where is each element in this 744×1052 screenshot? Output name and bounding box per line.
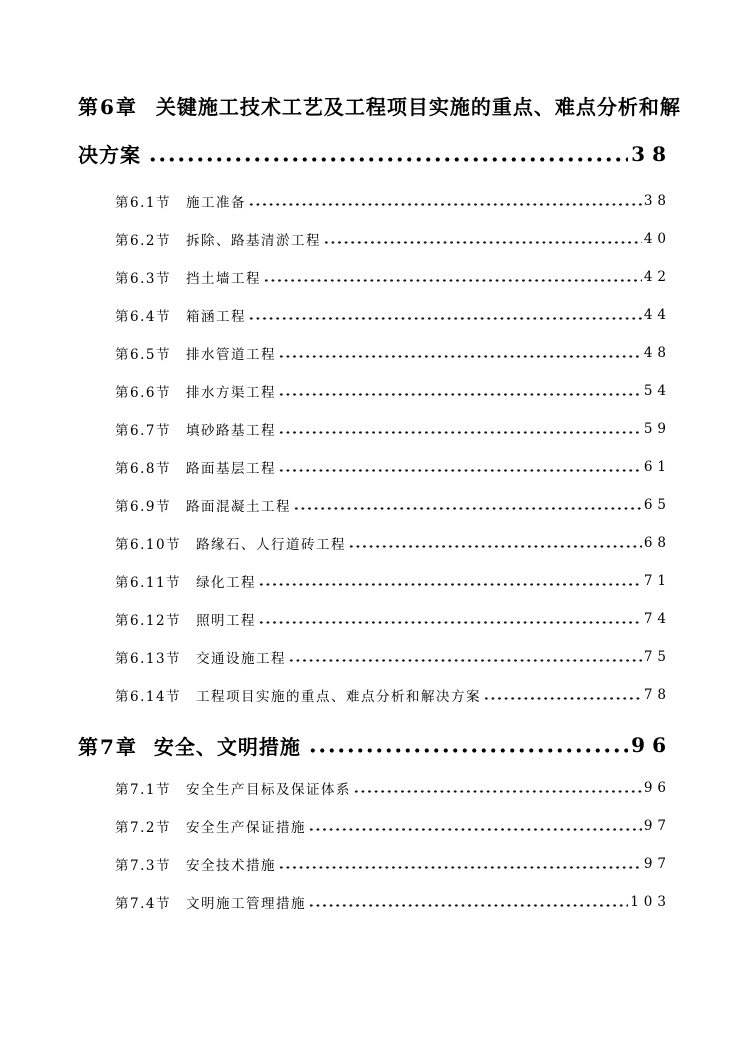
toc-entry[interactable]	[78, 676, 671, 714]
toc-entry[interactable]	[78, 845, 671, 883]
toc-entry-page: 42	[643, 269, 671, 285]
toc-entry-page: 40	[643, 231, 671, 247]
toc-entry-number: 第6.7节	[115, 423, 171, 439]
dot-leader	[148, 142, 628, 166]
toc-entry-title: 排水管道工程	[185, 347, 276, 363]
toc-entry-title: 安全生产保证措施	[185, 820, 306, 836]
toc-entry-page: 44	[643, 307, 671, 323]
toc-entry[interactable]	[78, 769, 671, 807]
toc-entry-title: 安全生产目标及保证体系	[185, 782, 351, 798]
dot-leader	[323, 231, 642, 248]
dot-leader	[293, 497, 642, 514]
chapter7-section-list	[78, 769, 671, 921]
toc-entry-title: 拆除、路基清淤工程	[185, 233, 321, 249]
toc-entry-number: 第6.1节	[115, 195, 171, 211]
dot-leader	[278, 856, 642, 873]
toc-entry-number: 第6.6节	[115, 385, 171, 401]
toc-entry-title: 施工准备	[185, 195, 246, 211]
toc-entry-page: 65	[643, 497, 671, 513]
toc-entry-title: 填砂路基工程	[185, 423, 276, 439]
toc-entry-title: 路面基层工程	[185, 461, 276, 477]
dot-leader	[483, 687, 642, 704]
toc-entry-page: 96	[643, 780, 671, 796]
toc-entry-number: 第6.5节	[115, 347, 171, 363]
toc-entry[interactable]	[78, 807, 671, 845]
toc-entry-page: 97	[643, 818, 671, 834]
toc-chapter6-heading-line1[interactable]	[78, 94, 681, 121]
toc-entry-number: 第6.2节	[115, 233, 171, 249]
toc-entry-title: 挡土墙工程	[185, 271, 261, 287]
toc-entry-number: 第7.3节	[115, 858, 171, 874]
toc-entry-title: 交通设施工程	[196, 651, 287, 667]
toc-entry[interactable]	[78, 562, 671, 600]
toc-entry-number: 第6.12节	[115, 613, 182, 629]
chapter6-section-list	[78, 182, 671, 714]
toc-entry-title: 路面混凝土工程	[185, 499, 291, 515]
toc-chapter7-heading[interactable]	[78, 721, 673, 769]
dot-leader	[278, 383, 642, 400]
toc-entry-number: 第6.14节	[115, 689, 182, 705]
toc-entry-number: 第6.3节	[115, 271, 171, 287]
toc-entry-page: 54	[643, 383, 671, 399]
toc-entry[interactable]	[78, 182, 671, 220]
chapter7-number: 第7章	[78, 734, 138, 759]
toc-entry[interactable]	[78, 220, 671, 258]
toc-entry[interactable]	[78, 296, 671, 334]
toc-entry-page: 48	[643, 345, 671, 361]
toc-entry-title: 文明施工管理措施	[185, 896, 306, 912]
dot-leader	[353, 780, 642, 797]
toc-entry-page: 68	[643, 535, 671, 551]
toc-entry-title: 路缘石、人行道砖工程	[196, 537, 347, 553]
dot-leader	[248, 307, 642, 324]
toc-entry[interactable]	[78, 883, 671, 921]
dot-leader	[288, 649, 642, 666]
dot-leader	[278, 459, 642, 476]
chapter6-title-line2: 决方案	[78, 143, 141, 167]
chapter6-page-number: 38	[631, 141, 673, 166]
toc-entry-page: 75	[643, 649, 671, 665]
toc-entry-page: 71	[643, 573, 671, 589]
table-of-contents	[78, 94, 681, 921]
dot-leader	[248, 193, 642, 210]
toc-entry-number: 第6.4节	[115, 309, 171, 325]
toc-entry-page: 61	[643, 459, 671, 475]
toc-entry-number: 第7.4节	[115, 896, 171, 912]
toc-entry-page: 97	[643, 856, 671, 872]
chapter7-title: 安全、文明措施	[153, 734, 301, 759]
toc-entry-title: 照明工程	[196, 613, 257, 629]
toc-chapter6-heading-line2[interactable]	[78, 140, 673, 167]
chapter6-number: 第6章	[78, 95, 138, 119]
toc-entry-title: 排水方渠工程	[185, 385, 276, 401]
toc-entry-number: 第7.1节	[115, 782, 171, 798]
dot-leader	[278, 421, 642, 438]
toc-entry-page: 59	[643, 421, 671, 437]
dot-leader	[278, 345, 642, 362]
dot-leader	[258, 611, 642, 628]
toc-entry-number: 第6.10节	[115, 537, 182, 553]
toc-entry[interactable]	[78, 372, 671, 410]
toc-entry-number: 第6.11节	[115, 575, 182, 591]
toc-entry[interactable]	[78, 334, 671, 372]
toc-entry-title: 绿化工程	[196, 575, 257, 591]
dot-leader	[258, 573, 642, 590]
toc-entry[interactable]	[78, 486, 671, 524]
toc-entry-page: 78	[643, 687, 671, 703]
toc-entry-number: 第7.2节	[115, 820, 171, 836]
dot-leader	[263, 269, 642, 286]
dot-leader	[308, 733, 628, 757]
toc-entry[interactable]	[78, 258, 671, 296]
toc-entry[interactable]	[78, 410, 671, 448]
toc-entry[interactable]	[78, 524, 671, 562]
dot-leader	[308, 894, 628, 911]
chapter7-page-number: 96	[631, 733, 673, 757]
toc-entry[interactable]	[78, 448, 671, 486]
toc-entry-number: 第6.13节	[115, 651, 182, 667]
toc-entry-number: 第6.8节	[115, 461, 171, 477]
toc-entry-page: 74	[643, 611, 671, 627]
chapter6-title-line1: 关键施工技术工艺及工程项目实施的重点、难点分析和解	[155, 95, 681, 119]
toc-entry-title: 工程项目实施的重点、难点分析和解决方案	[196, 689, 482, 705]
toc-entry[interactable]	[78, 600, 671, 638]
dot-leader	[348, 535, 642, 552]
toc-entry[interactable]	[78, 638, 671, 676]
toc-entry-title: 安全技术措施	[185, 858, 276, 874]
toc-entry-title: 箱涵工程	[185, 309, 246, 325]
toc-entry-number: 第6.9节	[115, 499, 171, 515]
dot-leader	[308, 818, 642, 835]
toc-entry-page: 38	[643, 193, 671, 209]
toc-entry-page: 103	[630, 894, 671, 910]
